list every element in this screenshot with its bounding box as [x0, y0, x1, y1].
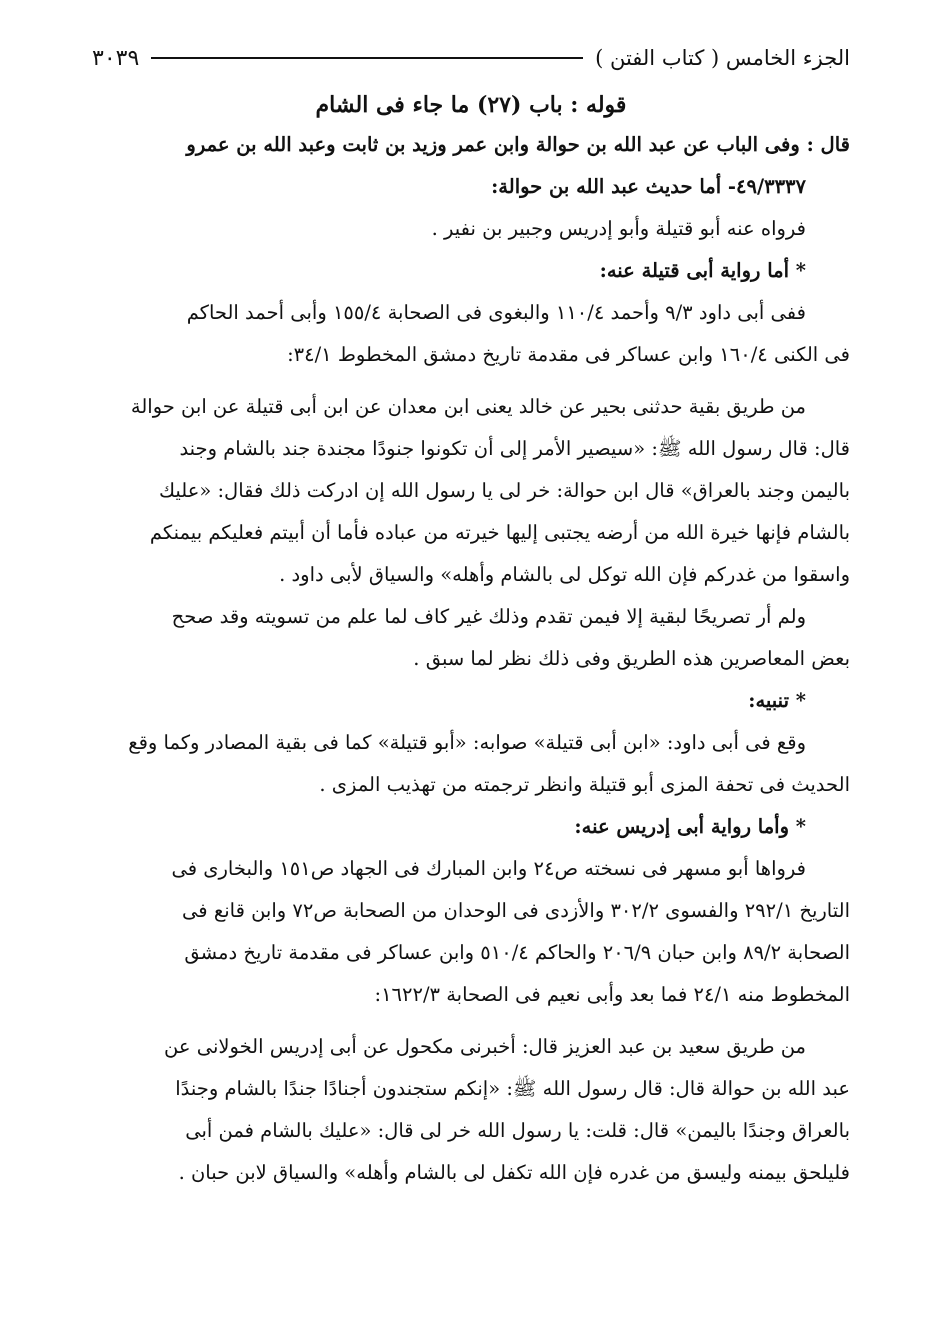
section-heading: * أما رواية أبى قتيلة عنه: — [599, 259, 806, 282]
text-line: باليمن وجند بالعراق» قال ابن حوالة: خر لى يا رسول الله إن ادركت ذلك فقال: «عليك — [158, 479, 850, 502]
text-line: الصحابة ٨٩/٢ وابن حبان ٢٠٦/٩ والحاكم ٥١٠/٤ وابن عساكر فى مقدمة تاريخ دمشق — [184, 941, 850, 964]
header-rule — [151, 57, 583, 59]
text-line: التاريخ ٢٩٢/١ والفسوى ٣٠٢/٢ والأزدى فى الوحدان من الصحابة ص٧٢ وابن قانع فى — [182, 899, 850, 922]
running-title: الجزء الخامس ( كتاب الفتن ) — [595, 46, 850, 70]
text-line: ففى أبى داود ٩/٣ وأحمد ١١٠/٤ والبغوى فى الصحابة ١٥٥/٤ وأبى أحمد الحاكم — [186, 301, 806, 324]
text-line: الحديث فى تحفة المزى أبو قتيلة وانظر ترجمته من تهذيب المزى . — [319, 773, 850, 796]
text-line: من طريق سعيد بن عبد العزيز قال: أخبرنى مكحول عن أبى إدريس الخولانى عن — [164, 1035, 806, 1058]
text-line: ولم أر تصريحًا لبقية إلا فيمن تقدم وذلك غير كاف لما علم من تسويته وقد صحح — [171, 605, 806, 628]
text-line: قال : وفى الباب عن عبد الله بن حوالة وابن عمر وزيد بن ثابت وعبد الله بن عمرو — [186, 133, 850, 156]
text-line: فليلحق بيمنه وليسق من غدره فإن الله تكفل لى بالشام وأهله» والسياق لابن حبان . — [178, 1161, 850, 1184]
text-line: وقع فى أبى داود: «ابن أبى قتيلة» صوابه: «أبو قتيلة» كما فى بقية المصادر وكما وقع — [128, 731, 806, 754]
text-line: المخطوط منه ٢٤/١ فما بعد وأبى نعيم فى الصحابة ١٦٢٢/٣: — [374, 983, 850, 1006]
page-number: ٣٠٣٩ — [92, 45, 140, 71]
text-line: فرواها أبو مسهر فى نسخته ص٢٤ وابن المبارك فى الجهاد ص١٥١ والبخارى فى — [171, 857, 806, 880]
text-line: عبد الله بن حوالة قال: قال رسول الله ﷺ: «إنكم ستجندون أجنادًا جندًا بالشام وجندًا — [175, 1077, 850, 1100]
text-line: من طريق بقية حدثنى بحير عن خالد يعنى ابن معدان عن ابن أبى قتيلة عن ابن حوالة — [130, 395, 806, 418]
text-line: بالعراق وجندًا باليمن» قال: قلت: يا رسول الله خر لى قال: «عليك بالشام فمن أبى — [185, 1119, 850, 1142]
text-line: بعض المعاصرين هذه الطريق وفى ذلك نظر لما سبق . — [413, 647, 850, 670]
text-line: فى الكنى ١٦٠/٤ وابن عساكر فى مقدمة تاريخ دمشق المخطوط ٣٤/١: — [287, 343, 850, 366]
text-line: قال: قال رسول الله ﷺ: «سيصير الأمر إلى أن تكونوا جنودًا مجندة جند بالشام وجند — [179, 437, 850, 460]
page-header — [92, 38, 850, 78]
section-heading: * وأما رواية أبى إدريس عنه: — [574, 815, 806, 838]
section-heading: * تنبيه: — [748, 689, 806, 712]
chapter-title: قوله : باب (٢٧) ما جاء فى الشام — [315, 92, 627, 118]
text-line: واسقوا من غدركم فإن الله توكل لى بالشام وأهله» والسياق لأبى داود . — [279, 563, 850, 586]
hadith-heading: ٤٩/٣٣٣٧- أما حديث عبد الله بن حوالة: — [491, 175, 806, 198]
text-line: فرواه عنه أبو قتيلة وأبو إدريس وجبير بن نفير . — [431, 217, 806, 240]
text-line: بالشام فإنها خيرة الله من أرضه يجتبى إليها خيرته من عباده فأما أن أبيتم فعليكم بيمنكم — [149, 521, 850, 544]
